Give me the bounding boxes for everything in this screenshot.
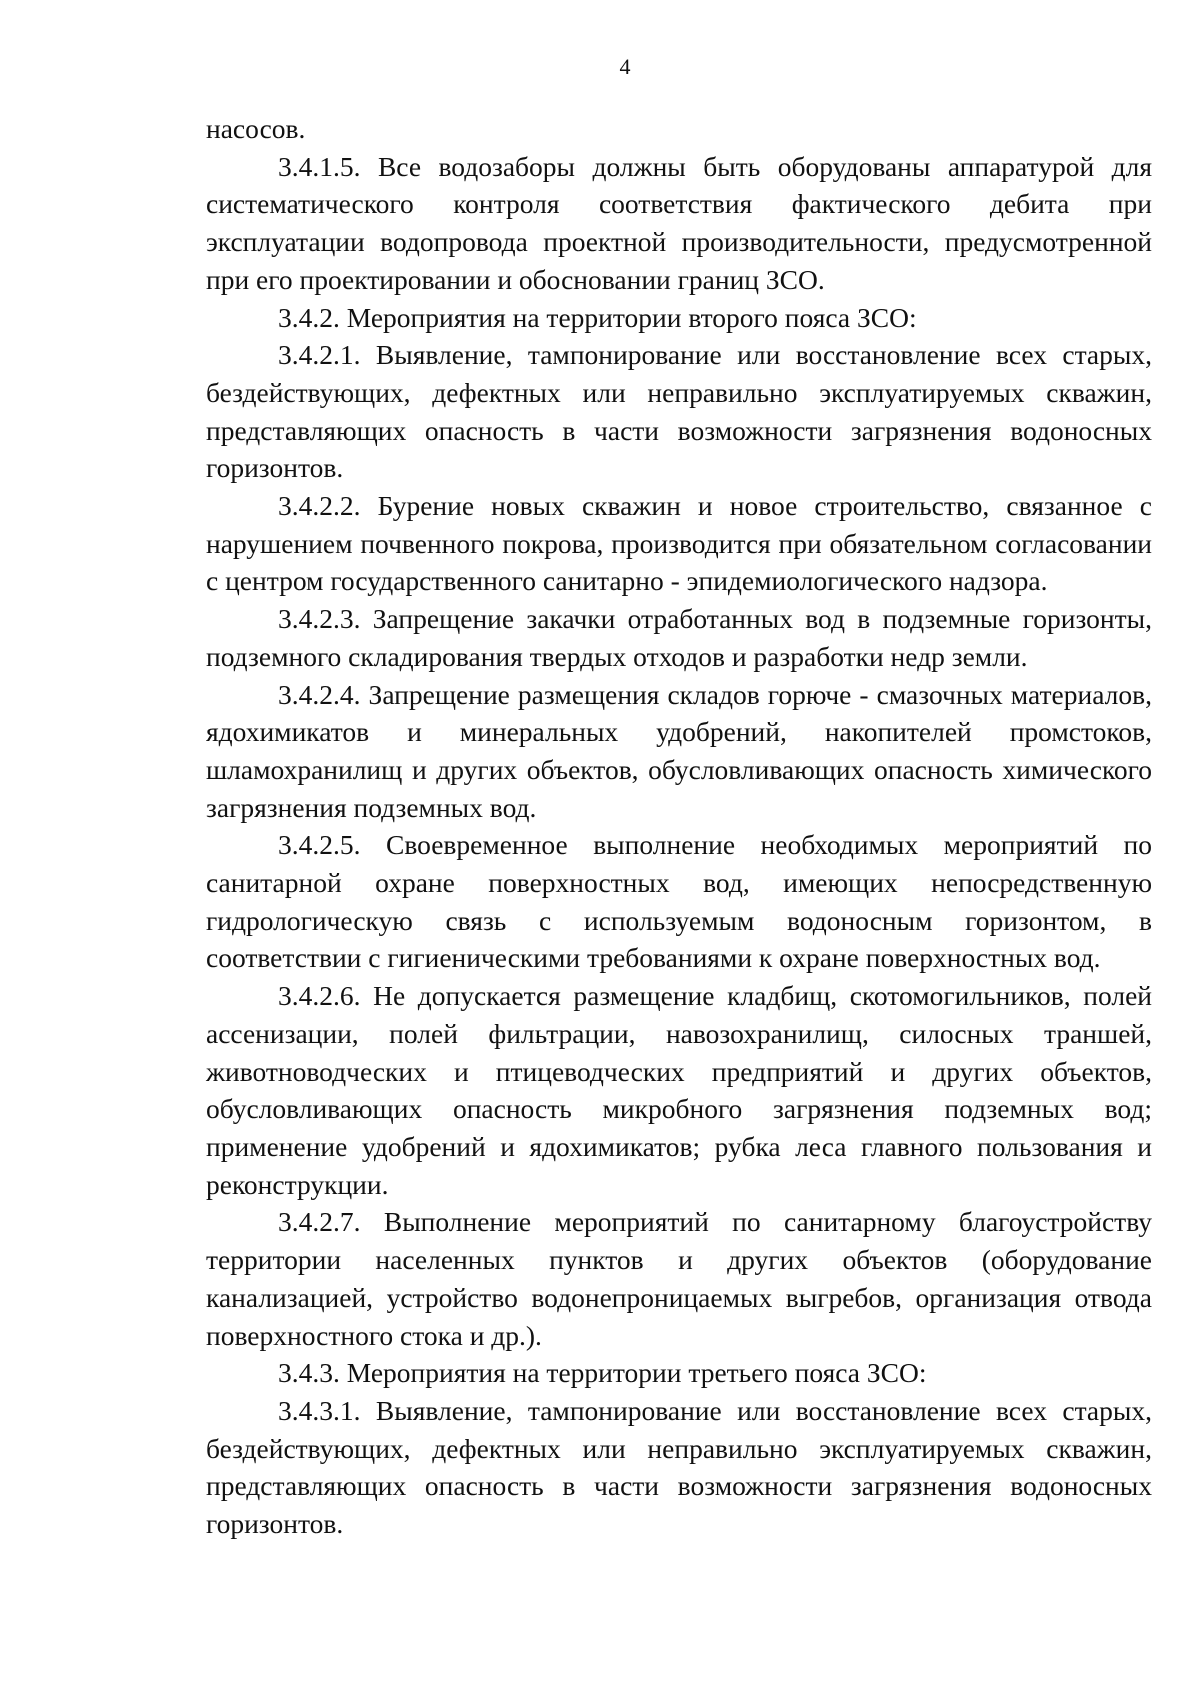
paragraph-3-4-3-1: 3.4.3.1. Выявление, тампонирование или восстановление всех старых, бездействующих, дефектных или неправильно эксплуатируемых скважин, представляющих опасность в части возможности загрязнения водоносных горизонтов. [206,1394,1152,1540]
paragraph-3-4-2-5: 3.4.2.5. Своевременное выполнение необходимых мероприятий по санитарной охране поверхностных вод, имеющих непосредственную гидрологическую связь с используемым водоносным горизонтом, в соответствии с гигиеническими требованиями к охране поверхностных вод. [206,829,1152,974]
paragraph-3-4-2-7: 3.4.2.7. Выполнение мероприятий по санитарному благоустройству территории населенных пунктов и других объектов (оборудование канализацией, устройство водонепроницаемых выгребов, организация отвода поверхностного стока и др.). [206,1206,1152,1351]
heading-3-4-3: 3.4.3. Мероприятия на территории третьего пояса ЗСО: [278,1357,927,1389]
heading-3-4-2: 3.4.2. Мероприятия на территории второго пояса ЗСО: [278,301,917,333]
paragraph-3-4-2-4: 3.4.2.4. Запрещение размещения складов горюче - смазочных материалов, ядохимикатов и минеральных удобрений, накопителей промстоков, шламохранилищ и других объектов, обусловливающих опасность химического загрязнения подземных вод. [206,678,1152,823]
paragraph-3-4-2-6: 3.4.2.6. Не допускается размещение кладбищ, скотомогильников, полей ассенизации, полей фильтрации, навозохранилищ, силосных траншей, животноводческих и птицеводческих предприятий и других объектов, обусловливающих опасность микробного загрязнения подземных вод; применение удобрений и ядохимикатов; рубка леса главного пользования и реконструкции. [206,980,1152,1200]
page-number: 4 [619,54,631,79]
paragraph-3-4-2-2: 3.4.2.2. Бурение новых скважин и новое строительство, связанное с нарушением почвенного покрова, производится при обязательном согласовании с центром государственного санитарно - эпидемиологического надзора. [206,490,1152,597]
paragraph-continuation: насосов. [206,113,306,144]
paragraph-3-4-1-5: 3.4.1.5. Все водозаборы должны быть оборудованы аппаратурой для систематического контроля соответствия фактического дебита при эксплуатации водопровода проектной производительности, предусмотренной при его проектировании и обосновании границ ЗСО. [206,150,1152,295]
document-body [206,110,1152,1543]
paragraph-3-4-2-3: 3.4.2.3. Запрещение закачки отработанных вод в подземные горизонты, подземного складирования твердых отходов и разработки недр земли. [206,603,1152,672]
paragraph-3-4-2-1: 3.4.2.1. Выявление, тампонирование или восстановление всех старых, бездействующих, дефектных или неправильно эксплуатируемых скважин, представляющих опасность в части возможности загрязнения водоносных горизонтов. [206,339,1152,484]
